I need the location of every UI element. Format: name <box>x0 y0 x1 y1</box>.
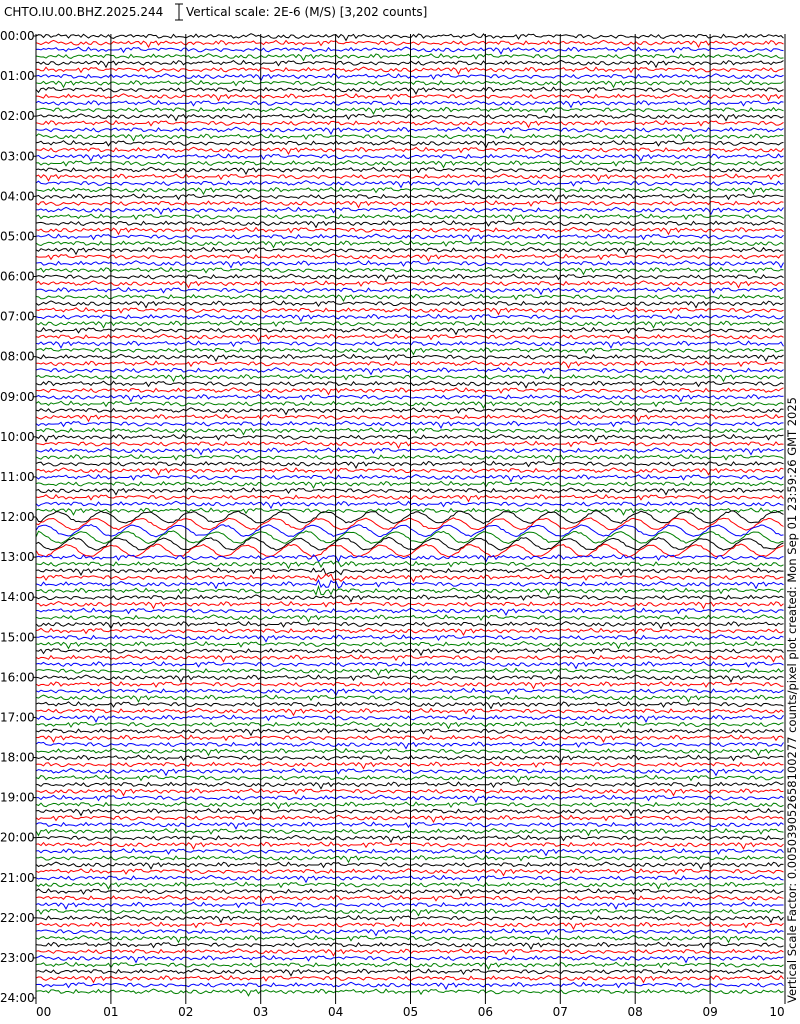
y-tick-label: 22:00 <box>0 910 35 925</box>
trace-line <box>36 882 784 889</box>
y-tick-label: 23:00 <box>0 950 35 965</box>
x-tick-label: 05 <box>402 1005 419 1019</box>
trace-line <box>36 608 784 615</box>
trace-line <box>36 769 784 776</box>
x-tick-label: 08 <box>627 1005 643 1019</box>
y-tick-label: 17:00 <box>0 710 35 725</box>
trace-line <box>36 855 784 862</box>
trace-line <box>36 525 784 537</box>
x-tick-label: 00 <box>36 1005 52 1019</box>
trace-line <box>36 642 784 649</box>
trace-line <box>36 662 784 669</box>
trace-line <box>36 388 784 395</box>
y-tick-label: 07:00 <box>0 309 35 324</box>
trace-line <box>36 708 784 715</box>
trace-line <box>36 675 784 682</box>
y-tick-label: 13:00 <box>0 550 35 565</box>
trace-line <box>36 795 784 802</box>
trace-line <box>36 134 784 141</box>
trace-line <box>36 982 784 989</box>
trace-line <box>36 555 784 562</box>
y-tick-label: 20:00 <box>0 830 35 845</box>
trace-line <box>36 501 784 508</box>
trace-line <box>36 635 784 642</box>
x-tick-label: 10 <box>769 1005 785 1019</box>
trace-line <box>36 902 784 909</box>
trace-line <box>36 121 784 128</box>
trace-line <box>36 568 784 575</box>
trace-line <box>36 481 784 488</box>
y-tick-label: 09:00 <box>0 389 35 404</box>
y-tick-label: 02:00 <box>0 109 35 124</box>
trace-line <box>36 328 784 335</box>
trace-line <box>36 956 784 963</box>
y-tick-label: 05:00 <box>0 229 35 244</box>
trace-line <box>36 274 784 281</box>
y-tick-label: 11:00 <box>0 469 35 484</box>
trace-line <box>36 201 784 208</box>
trace-line <box>36 114 784 121</box>
trace-line <box>36 822 784 829</box>
trace-line <box>36 341 784 348</box>
trace-line <box>36 942 784 949</box>
trace-line <box>36 348 784 355</box>
trace-line <box>36 949 784 956</box>
trace-line <box>36 288 784 295</box>
trace-line <box>36 922 784 929</box>
trace-line <box>36 308 784 315</box>
trace-line <box>36 896 784 903</box>
trace-line <box>36 294 784 301</box>
trace-line <box>36 241 784 248</box>
trace-line <box>36 187 784 194</box>
trace-line <box>36 668 784 675</box>
vertical-scale-label: Vertical scale: 2E-6 (M/S) [3,202 counts] <box>186 5 428 19</box>
trace-line <box>36 989 784 996</box>
y-tick-label: 08:00 <box>0 349 35 364</box>
trace-line <box>36 408 784 415</box>
trace-line <box>36 54 784 61</box>
trace-line <box>36 688 784 695</box>
trace-line <box>36 167 784 174</box>
y-tick-label: 18:00 <box>0 750 35 765</box>
trace-line <box>36 87 784 94</box>
trace-line <box>36 802 784 809</box>
y-tick-label: 16:00 <box>0 670 35 685</box>
trace-line <box>36 729 784 736</box>
station-title: CHTO.IU.00.BHZ.2025.244 <box>4 5 164 19</box>
x-tick-label: 06 <box>477 1005 494 1019</box>
y-tick-label: 12:00 <box>0 510 35 524</box>
trace-line <box>36 735 784 742</box>
trace-line <box>36 682 784 689</box>
trace-line <box>36 334 784 341</box>
trace-line <box>36 929 784 936</box>
trace-line <box>36 401 784 408</box>
trace-line <box>36 107 784 114</box>
y-tick-label: 19:00 <box>0 790 35 805</box>
trace-line <box>36 969 784 976</box>
trace-line <box>36 441 784 448</box>
trace-line <box>36 381 784 388</box>
trace-line <box>36 976 784 983</box>
x-tick-label: 02 <box>178 1005 194 1019</box>
trace-line <box>36 875 784 882</box>
x-tick-label: 07 <box>552 1005 568 1019</box>
y-tick-label: 21:00 <box>0 870 35 885</box>
trace-line <box>36 248 784 255</box>
trace-line <box>36 962 784 969</box>
trace-line <box>36 936 784 943</box>
trace-line <box>36 602 784 609</box>
trace-line <box>36 321 784 328</box>
trace-line <box>36 461 784 468</box>
trace-line <box>36 715 784 722</box>
trace-line <box>36 574 784 582</box>
trace-line <box>36 628 784 635</box>
y-axis-labels <box>0 29 36 1005</box>
scale-factor-label: Vertical Scale Factor: 0.005039052658100277 counts/pixel plot created: Mon Sep 01 23:59:26 GMT 2025 <box>785 397 799 1003</box>
trace-line <box>36 368 784 375</box>
trace-line <box>36 194 784 201</box>
trace-line <box>36 475 784 482</box>
trace-line <box>36 94 784 101</box>
y-tick-label: 24:00 <box>0 991 35 1005</box>
y-tick-label: 14:00 <box>0 590 35 605</box>
trace-line <box>36 909 784 916</box>
trace-line <box>36 495 784 502</box>
y-tick-label: 15:00 <box>0 630 35 645</box>
trace-line <box>36 655 784 662</box>
trace-line <box>36 127 784 134</box>
trace-line <box>36 862 784 869</box>
trace-line <box>36 141 784 148</box>
trace-line <box>36 101 784 108</box>
trace-line <box>36 782 784 789</box>
trace-line <box>36 488 784 495</box>
trace-line <box>36 227 784 234</box>
trace-line <box>36 835 784 842</box>
trace-line <box>36 815 784 822</box>
trace-line <box>36 361 784 368</box>
trace-line <box>36 374 784 381</box>
trace-line <box>36 60 784 67</box>
y-tick-label: 01:00 <box>0 69 35 84</box>
trace-line <box>36 849 784 856</box>
trace-line <box>36 762 784 769</box>
trace-line <box>36 742 784 749</box>
trace-line <box>36 755 784 762</box>
trace-line <box>36 181 784 188</box>
trace-line <box>36 435 784 442</box>
trace-line <box>36 580 784 588</box>
trace-line <box>36 448 784 455</box>
trace-line <box>36 561 784 568</box>
trace-line <box>36 722 784 729</box>
trace-line <box>36 889 784 896</box>
trace-line <box>36 468 784 475</box>
x-tick-label: 04 <box>327 1005 344 1019</box>
trace-line <box>36 81 784 88</box>
trace-line <box>36 207 784 214</box>
trace-line <box>36 40 784 47</box>
trace-line <box>36 595 784 602</box>
trace-line <box>36 154 784 161</box>
trace-line <box>36 47 784 54</box>
trace-line <box>36 261 784 268</box>
trace-line <box>36 281 784 288</box>
trace-line <box>36 174 784 181</box>
trace-line <box>36 455 784 462</box>
x-tick-label: 09 <box>702 1005 718 1019</box>
x-tick-label: 03 <box>253 1005 269 1019</box>
trace-line <box>36 749 784 756</box>
y-tick-label: 10:00 <box>0 429 35 444</box>
trace-line <box>36 842 784 849</box>
trace-line <box>36 421 784 428</box>
trace-line <box>36 428 784 435</box>
trace-line <box>36 354 784 361</box>
trace-line <box>36 234 784 241</box>
trace-line <box>36 301 784 308</box>
trace-line <box>36 67 784 74</box>
scale-bar-icon <box>175 4 183 20</box>
trace-line <box>36 214 784 221</box>
trace-line <box>36 268 784 275</box>
trace-line <box>36 695 784 702</box>
trace-line <box>36 587 784 595</box>
trace-line <box>36 789 784 796</box>
trace-line <box>36 648 784 655</box>
trace-group <box>36 34 784 996</box>
trace-line <box>36 394 784 401</box>
y-tick-label: 04:00 <box>0 189 35 204</box>
trace-line <box>36 615 784 622</box>
x-axis-labels <box>36 1005 785 1019</box>
trace-line <box>36 34 784 41</box>
y-tick-label: 00:00 <box>0 29 35 43</box>
trace-line <box>36 415 784 422</box>
trace-line <box>36 314 784 321</box>
trace-line <box>36 147 784 154</box>
trace-line <box>36 809 784 816</box>
trace-line <box>36 622 784 629</box>
x-tick-label: 01 <box>103 1005 119 1019</box>
y-tick-label: 03:00 <box>0 149 35 164</box>
y-tick-label: 06:00 <box>0 269 35 284</box>
trace-line <box>36 916 784 923</box>
trace-line <box>36 74 784 81</box>
trace-line <box>36 221 784 228</box>
trace-line <box>36 775 784 782</box>
trace-line <box>36 254 784 261</box>
trace-line <box>36 161 784 168</box>
trace-line <box>36 869 784 876</box>
trace-line <box>36 702 784 709</box>
trace-line <box>36 508 784 515</box>
trace-line <box>36 829 784 836</box>
